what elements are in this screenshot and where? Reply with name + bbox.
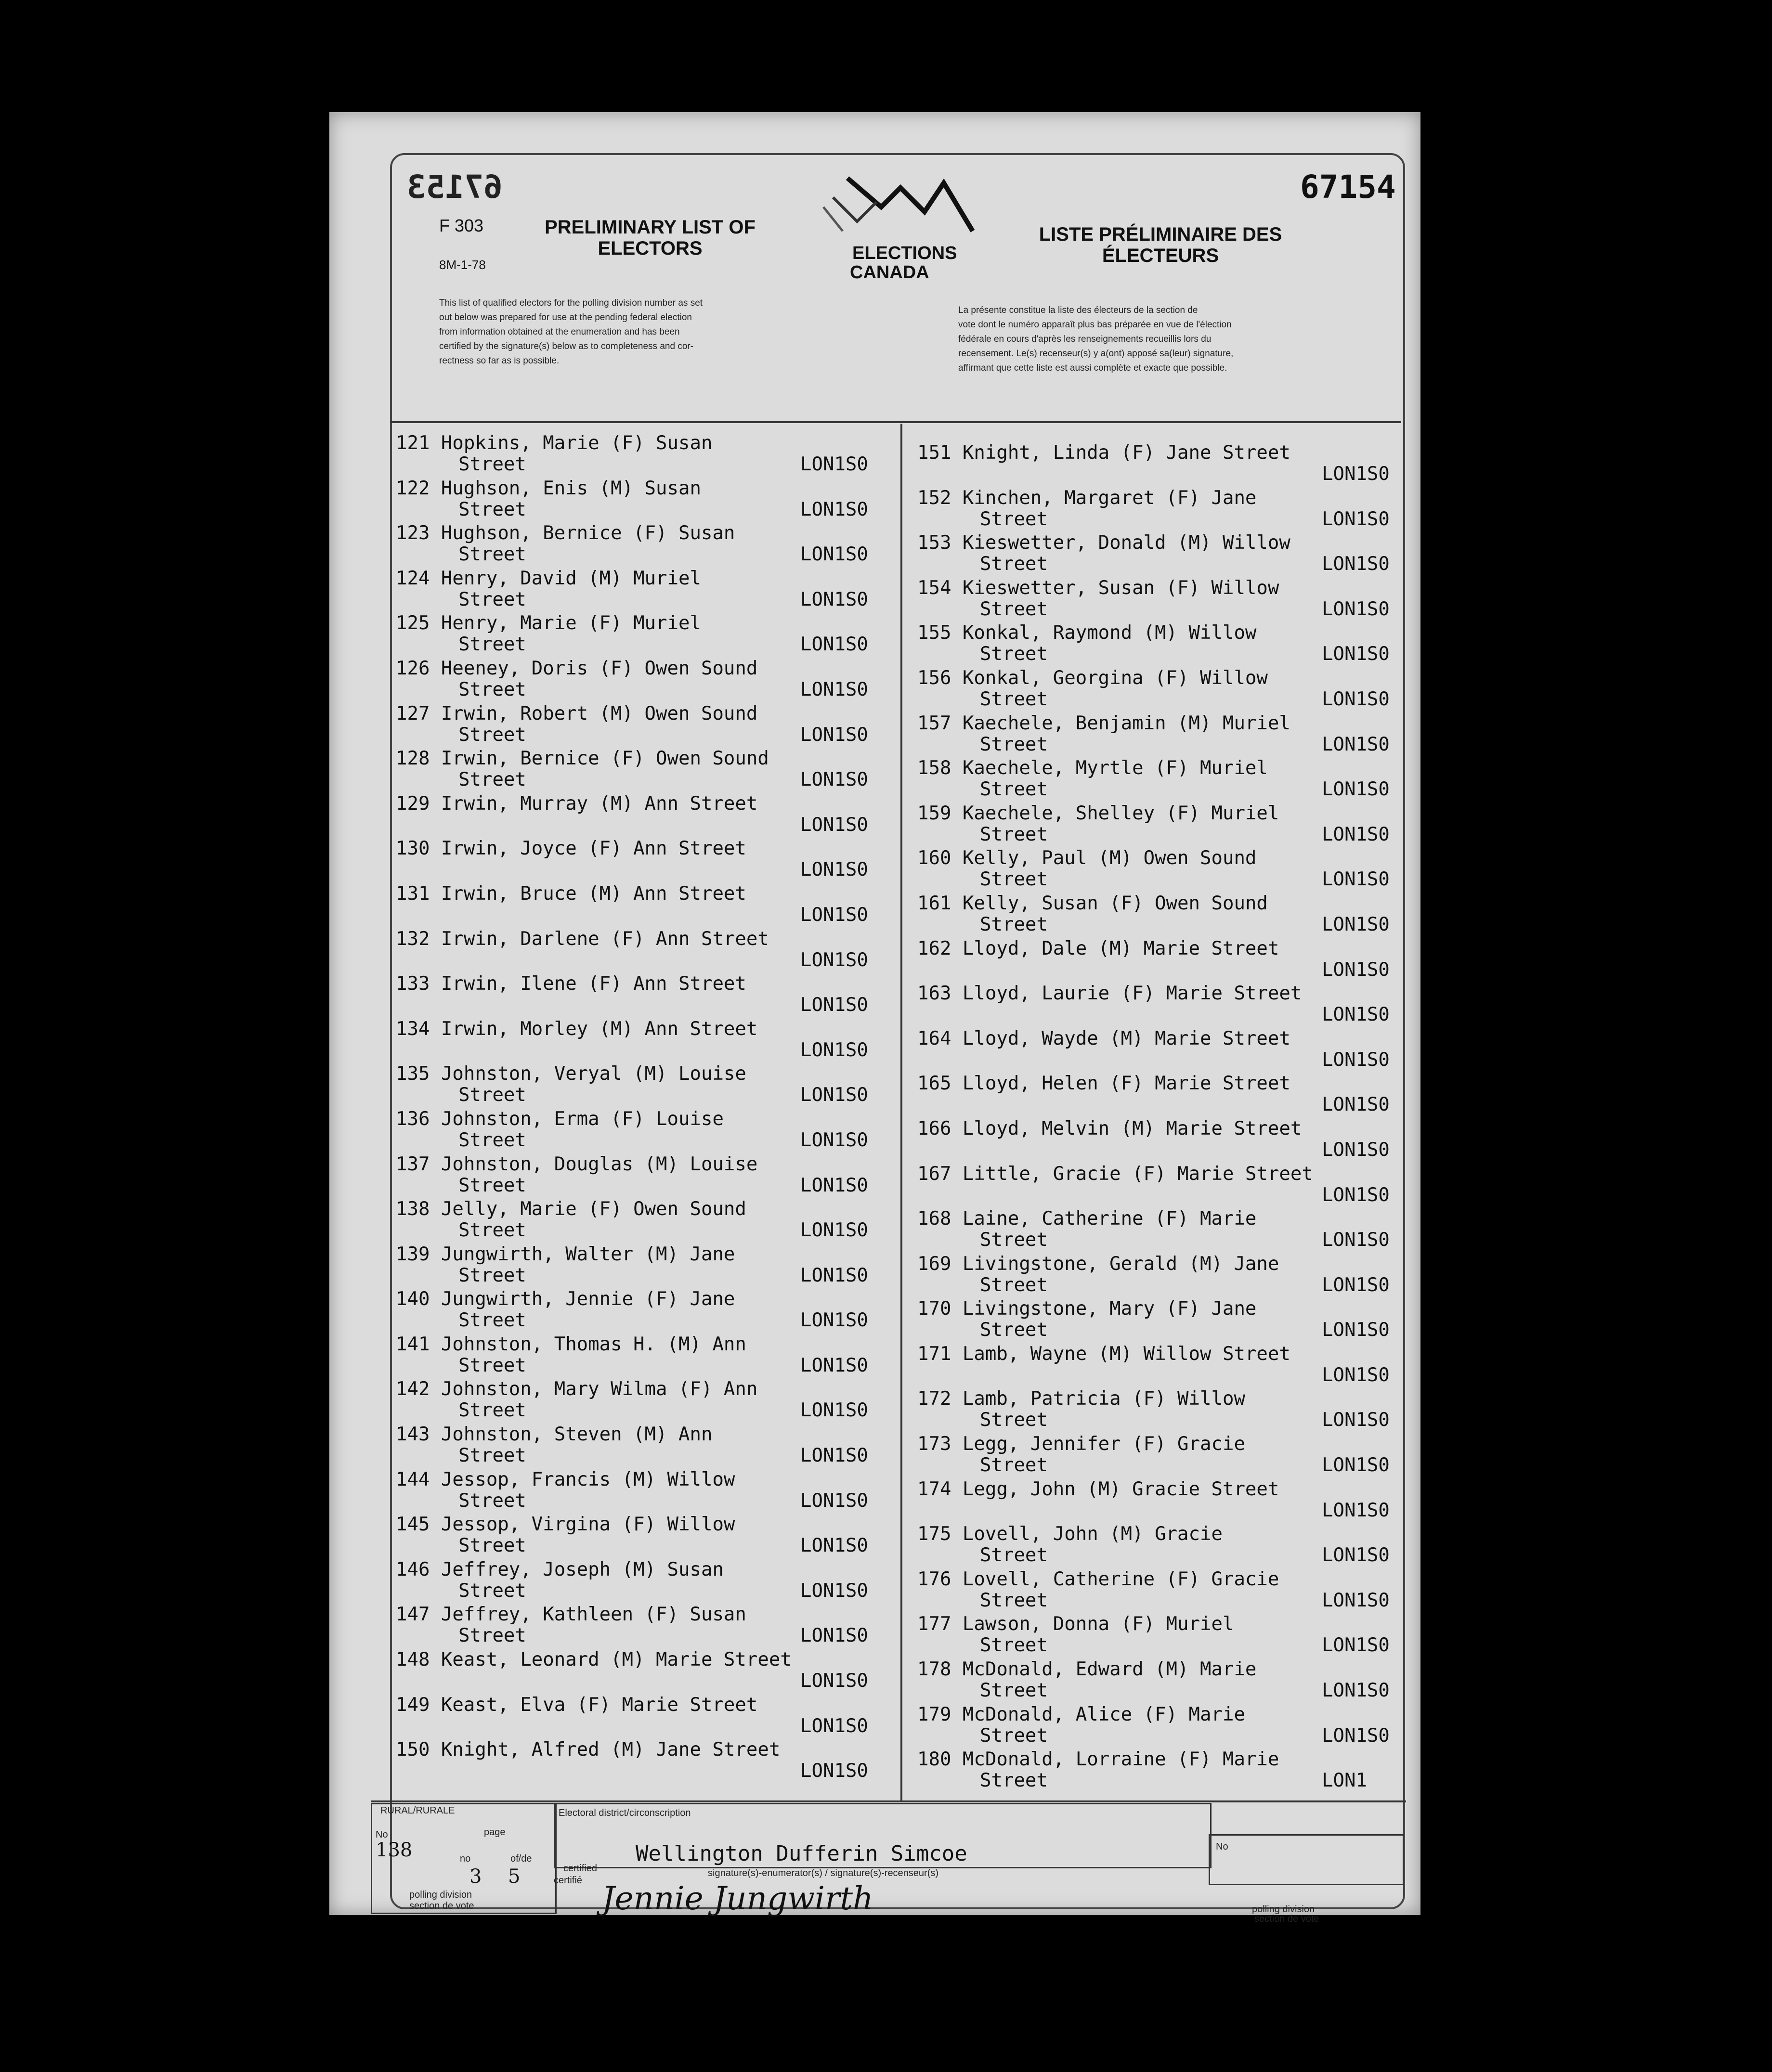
- elector-name-line: 122 Hughson, Enis (M) Susan: [396, 477, 701, 499]
- elector-name-line: 169 Livingstone, Gerald (M) Jane: [917, 1253, 1279, 1275]
- logo-canada-text: CANADA: [850, 262, 929, 283]
- postal-code: LON1S0: [800, 544, 868, 566]
- polling-number: 138: [376, 1839, 413, 1861]
- title-english: [534, 217, 766, 259]
- elector-address-line: Street: [458, 1129, 526, 1151]
- elector-address-line: Street: [458, 1354, 526, 1376]
- elector-name-line: 141 Johnston, Thomas H. (M) Ann: [396, 1333, 746, 1355]
- elector-name-line: 161 Kelly, Susan (F) Owen Sound: [917, 892, 1268, 914]
- elector-address-line: Street: [980, 688, 1048, 710]
- elector-address-line: Street: [980, 778, 1048, 801]
- elector-name-line: 145 Jessop, Virgina (F) Willow: [396, 1514, 735, 1536]
- elector-entry: [396, 1018, 897, 1063]
- postal-code: LON1S0: [1322, 958, 1390, 981]
- elector-name-line: 139 Jungwirth, Walter (M) Jane: [396, 1243, 735, 1265]
- postal-code: LON1S0: [1322, 778, 1390, 801]
- elector-address-line: Street: [458, 1445, 526, 1467]
- elector-name-line: 132 Irwin, Darlene (F) Ann Street: [396, 928, 769, 950]
- elector-name-line: 157 Kaechele, Benjamin (M) Muriel: [917, 712, 1290, 734]
- certified-label: certified: [563, 1863, 598, 1874]
- elector-name-line: 136 Johnston, Erma (F) Louise: [396, 1108, 724, 1130]
- elector-name-line: 180 McDonald, Lorraine (F) Marie: [917, 1748, 1279, 1771]
- elector-name-line: 127 Irwin, Robert (M) Owen Sound: [396, 702, 758, 725]
- elector-address-line: Street: [458, 453, 526, 475]
- elector-name-line: 167 Little, Gracie (F) Marie Street: [917, 1163, 1313, 1185]
- elector-address-line: Street: [458, 1084, 526, 1106]
- column-divider: [900, 424, 902, 1800]
- elector-entry: [917, 532, 1399, 577]
- postal-code: LON1S0: [1322, 1004, 1390, 1026]
- elector-name-line: 128 Irwin, Bernice (F) Owen Sound: [396, 748, 769, 770]
- elector-entry: [396, 1739, 897, 1784]
- elector-name-line: 137 Johnston, Douglas (M) Louise: [396, 1153, 758, 1175]
- right-polling-box: [1209, 1834, 1404, 1885]
- intro-english-line: from information obtained at the enumeration and has been: [439, 327, 680, 337]
- elector-name-line: 133 Irwin, Ilene (F) Ann Street: [396, 973, 746, 995]
- postal-code: LON1S0: [1322, 1454, 1390, 1476]
- elector-name-line: 160 Kelly, Paul (M) Owen Sound: [917, 847, 1257, 869]
- form-code: F 303: [439, 216, 484, 235]
- elector-entry: [917, 1388, 1399, 1433]
- elector-name-line: 143 Johnston, Steven (M) Ann: [396, 1424, 713, 1446]
- elector-name-line: 154 Kieswetter, Susan (F) Willow: [917, 577, 1279, 599]
- elector-entry: [396, 1108, 897, 1153]
- elector-entry: [917, 442, 1399, 487]
- elector-entry: [917, 1028, 1399, 1073]
- elector-name-line: 121 Hopkins, Marie (F) Susan: [396, 432, 713, 454]
- elector-entry: [396, 1424, 897, 1469]
- elector-address-line: Street: [980, 1274, 1048, 1296]
- right-no-label: No: [1216, 1841, 1228, 1852]
- elector-address-line: Street: [980, 1544, 1048, 1567]
- title-french-line1: LISTE PRÉLIMINAIRE DES: [1039, 224, 1282, 245]
- elector-address-line: Street: [980, 1319, 1048, 1341]
- elector-entry: [396, 1063, 897, 1108]
- elector-entry: [396, 1559, 897, 1604]
- elector-name-line: 179 McDonald, Alice (F) Marie: [917, 1703, 1245, 1725]
- elector-name-line: 172 Lamb, Patricia (F) Willow: [917, 1388, 1245, 1410]
- elector-entry: [917, 1704, 1399, 1749]
- elector-name-line: 151 Knight, Linda (F) Jane Street: [917, 442, 1290, 464]
- elector-entry: [396, 1378, 897, 1424]
- postal-code: LON1S0: [800, 1670, 868, 1692]
- polling-division-label: polling division: [409, 1890, 472, 1900]
- elector-name-line: 126 Heeney, Doris (F) Owen Sound: [396, 657, 758, 679]
- elector-address-line: Street: [980, 733, 1048, 755]
- postal-code: LON1S0: [800, 1264, 868, 1286]
- elector-entry: [396, 928, 897, 973]
- postal-code: LON1S0: [1322, 1589, 1390, 1611]
- postal-code: LON1S0: [800, 769, 868, 791]
- elector-name-line: 130 Irwin, Joyce (F) Ann Street: [396, 838, 746, 860]
- postal-code: LON1S0: [800, 634, 868, 656]
- elector-entry: [396, 1469, 897, 1514]
- elector-address-line: Street: [980, 1724, 1048, 1747]
- enumerator-signature: Jennie Jungwirth: [602, 1880, 873, 1917]
- postal-code: LON1S0: [800, 1129, 868, 1151]
- electoral-district-label: Electoral district/circonscription: [559, 1808, 691, 1818]
- postal-code: LON1S0: [1322, 1680, 1390, 1702]
- elector-name-line: 165 Lloyd, Helen (F) Marie Street: [917, 1073, 1290, 1095]
- elector-entry: [917, 1073, 1399, 1118]
- postal-code: LON1S0: [800, 1399, 868, 1422]
- postal-code: LON1S0: [1322, 868, 1390, 891]
- elector-name-line: 131 Irwin, Bruce (M) Ann Street: [396, 882, 746, 905]
- elector-entry: [396, 1153, 897, 1199]
- postal-code: LON1S0: [800, 814, 868, 836]
- elector-entry: [917, 938, 1399, 983]
- elector-address-line: Street: [458, 769, 526, 791]
- elector-name-line: 138 Jelly, Marie (F) Owen Sound: [396, 1198, 746, 1220]
- elector-entry: [917, 1118, 1399, 1163]
- elector-name-line: 153 Kieswetter, Donald (M) Willow: [917, 532, 1290, 554]
- postal-code: LON1S0: [1322, 1139, 1390, 1161]
- elector-entry: [917, 1343, 1399, 1388]
- elector-name-line: 123 Hughson, Bernice (F) Susan: [396, 522, 735, 544]
- list-top-rule: [390, 421, 1401, 423]
- postal-code: LON1S0: [800, 1580, 868, 1602]
- page-number: 3: [469, 1865, 482, 1888]
- postal-code: LON1S0: [800, 1309, 868, 1332]
- postal-code: LON1S0: [1322, 1364, 1390, 1386]
- elector-address-line: Street: [458, 1625, 526, 1647]
- elector-entry: [396, 883, 897, 928]
- elector-entry: [917, 622, 1399, 667]
- elector-entry: [917, 577, 1399, 622]
- elector-address-line: Street: [980, 1680, 1048, 1702]
- postal-code: LON1S0: [800, 1354, 868, 1376]
- elector-name-line: 158 Kaechele, Myrtle (F) Muriel: [917, 757, 1268, 779]
- elector-address-line: Street: [980, 913, 1048, 935]
- document-number: 67154: [1300, 168, 1396, 206]
- postal-code: LON1S0: [800, 1535, 868, 1557]
- mirrored-page-number: 67153: [407, 168, 503, 206]
- elector-address-line: Street: [458, 588, 526, 610]
- elector-address-line: Street: [980, 1229, 1048, 1251]
- postal-code: LON1S0: [1322, 1319, 1390, 1341]
- elector-entry: [917, 1568, 1399, 1614]
- title-french-line2: ÉLECTEURS: [1102, 245, 1219, 266]
- elector-entry: [396, 1604, 897, 1649]
- section-de-vote-label: section de vote: [409, 1901, 474, 1911]
- elector-list-right: [917, 442, 1399, 1794]
- elector-address-line: Street: [458, 1580, 526, 1602]
- elector-name-line: 156 Konkal, Georgina (F) Willow: [917, 667, 1268, 689]
- elector-name-line: 175 Lovell, John (M) Gracie: [917, 1523, 1223, 1545]
- elector-address-line: Street: [980, 1770, 1048, 1792]
- elector-entry: [917, 1748, 1399, 1794]
- elector-address-line: Street: [980, 1634, 1048, 1657]
- postal-code: LON1S0: [1322, 643, 1390, 665]
- elections-canada-logo: [814, 173, 982, 284]
- page-total: 5: [508, 1865, 521, 1888]
- elector-name-line: 174 Legg, John (M) Gracie Street: [917, 1478, 1279, 1500]
- elector-name-line: 176 Lovell, Catherine (F) Gracie: [917, 1568, 1279, 1590]
- postal-code: LON1S0: [800, 724, 868, 746]
- postal-code: LON1S0: [1322, 1409, 1390, 1431]
- postal-code: LON1S0: [800, 1445, 868, 1467]
- elector-name-line: 168 Laine, Catherine (F) Marie: [917, 1208, 1257, 1230]
- elector-address-line: Street: [980, 643, 1048, 665]
- intro-french-line: recensement. Le(s) recenseur(s) y a(ont) apposé sa(leur) signature,: [958, 349, 1234, 359]
- rural-label: RURAL/RURALE: [380, 1805, 455, 1816]
- elector-name-line: 177 Lawson, Donna (F) Muriel: [917, 1613, 1234, 1635]
- intro-english-line: This list of qualified electors for the polling division number as set: [439, 298, 703, 308]
- postal-code: LON1S0: [1322, 1229, 1390, 1251]
- postal-code: LON1S0: [1322, 688, 1390, 710]
- intro-french-line: La présente constitue la liste des électeurs de la section de: [958, 305, 1198, 315]
- elector-address-line: Street: [980, 1409, 1048, 1431]
- elector-entry: [396, 568, 897, 613]
- postal-code: LON1S0: [1322, 1274, 1390, 1296]
- elector-address-line: Street: [980, 868, 1048, 891]
- elector-address-line: Street: [458, 634, 526, 656]
- elector-entry: [396, 1694, 897, 1739]
- elector-address-line: Street: [458, 1535, 526, 1557]
- elector-name-line: 159 Kaechele, Shelley (F) Muriel: [917, 802, 1279, 824]
- postal-code: LON1S0: [1322, 1544, 1390, 1567]
- elector-entry: [917, 487, 1399, 532]
- elector-name-line: 152 Kinchen, Margaret (F) Jane: [917, 487, 1257, 509]
- intro-english-line: certified by the signature(s) below as to completeness and cor-: [439, 341, 694, 351]
- postal-code: LON1S0: [1322, 913, 1390, 935]
- postal-code: LON1S0: [800, 949, 868, 971]
- elector-name-line: 173 Legg, Jennifer (F) Gracie: [917, 1433, 1245, 1455]
- elector-name-line: 155 Konkal, Raymond (M) Willow: [917, 622, 1257, 644]
- elector-address-line: Street: [458, 724, 526, 746]
- title-french: [1035, 224, 1286, 266]
- page-no-label: no: [460, 1853, 471, 1864]
- elector-entry: [917, 1523, 1399, 1568]
- postal-code: LON1S0: [1322, 1724, 1390, 1747]
- postal-code: LON1S0: [800, 498, 868, 520]
- footer-rule: [371, 1800, 1406, 1802]
- postal-code: LON1S0: [800, 1174, 868, 1196]
- elector-address-line: Street: [458, 1399, 526, 1422]
- elector-entry: [396, 1649, 897, 1694]
- postal-code: LON1S0: [1322, 823, 1390, 845]
- intro-french: [958, 303, 1382, 376]
- elector-address-line: Street: [458, 1264, 526, 1286]
- right-section-label: section de vote: [1254, 1914, 1319, 1924]
- electoral-district-name: Wellington Dufferin Simcoe: [636, 1841, 967, 1866]
- elector-address-line: Street: [980, 1454, 1048, 1476]
- elector-entry: [396, 612, 897, 658]
- elector-entry: [917, 1163, 1399, 1208]
- elector-name-line: 144 Jessop, Francis (M) Willow: [396, 1468, 735, 1490]
- page-label: page: [484, 1827, 506, 1838]
- postal-code: LON1S0: [800, 994, 868, 1016]
- postal-code: LON1S0: [800, 678, 868, 700]
- elector-entry: [396, 973, 897, 1018]
- right-polling-division-label: polling division: [1252, 1904, 1315, 1915]
- intro-english: [439, 296, 863, 368]
- elector-entry: [396, 432, 897, 478]
- elector-name-line: 147 Jeffrey, Kathleen (F) Susan: [396, 1604, 746, 1626]
- elector-address-line: Street: [458, 678, 526, 700]
- elector-entry: [917, 1433, 1399, 1478]
- elector-entry: [396, 1514, 897, 1559]
- elector-name-line: 125 Henry, Marie (F) Muriel: [396, 612, 701, 635]
- form-date: 8M-1-78: [439, 258, 486, 272]
- postal-code: LON1S0: [1322, 1184, 1390, 1206]
- elector-entry: [396, 748, 897, 793]
- postal-code: LON1S0: [800, 1219, 868, 1242]
- intro-french-line: vote dont le numéro apparaît plus bas préparée en vue de l'élection: [958, 320, 1232, 330]
- elector-entry: [396, 478, 897, 523]
- elector-address-line: Street: [458, 1219, 526, 1242]
- elector-name-line: 142 Johnston, Mary Wilma (F) Ann: [396, 1378, 758, 1400]
- postal-code: LON1S0: [800, 1084, 868, 1106]
- elector-name-line: 164 Lloyd, Wayde (M) Marie Street: [917, 1027, 1290, 1049]
- elector-name-line: 135 Johnston, Veryal (M) Louise: [396, 1063, 746, 1085]
- intro-english-line: out below was prepared for use at the pending federal election: [439, 312, 692, 323]
- elector-list-left: [396, 432, 897, 1784]
- postal-code: LON1S0: [800, 1489, 868, 1512]
- elector-address-line: Street: [980, 508, 1048, 530]
- postal-code: LON1S0: [1322, 733, 1390, 755]
- elector-entry: [396, 522, 897, 568]
- postal-code: LON1: [1322, 1770, 1367, 1792]
- elector-name-line: 170 Livingstone, Mary (F) Jane: [917, 1298, 1257, 1320]
- postal-code: LON1S0: [800, 1760, 868, 1782]
- elector-address-line: Street: [458, 1489, 526, 1512]
- elector-entry: [917, 893, 1399, 938]
- elector-entry: [396, 1198, 897, 1243]
- elector-entry: [396, 658, 897, 703]
- elector-name-line: 166 Lloyd, Melvin (M) Marie Street: [917, 1117, 1302, 1140]
- elector-entry: [917, 803, 1399, 848]
- elector-address-line: Street: [980, 823, 1048, 845]
- signature-label: signature(s)-enumerator(s) / signature(s)-recenseur(s): [708, 1868, 939, 1878]
- postal-code: LON1S0: [1322, 463, 1390, 485]
- of-label: of/de: [510, 1853, 532, 1864]
- elector-entry: [917, 757, 1399, 803]
- no-label: No: [376, 1829, 388, 1840]
- elector-entry: [917, 1478, 1399, 1524]
- postal-code: LON1S0: [800, 588, 868, 610]
- postal-code: LON1S0: [1322, 553, 1390, 575]
- elector-name-line: 140 Jungwirth, Jennie (F) Jane: [396, 1288, 735, 1310]
- postal-code: LON1S0: [1322, 598, 1390, 620]
- intro-french-line: affirmant que cette liste est aussi complète et exacte que possible.: [958, 363, 1227, 373]
- elector-entry: [396, 1334, 897, 1379]
- elector-entry: [396, 793, 897, 838]
- postal-code: LON1S0: [1322, 508, 1390, 530]
- elector-name-line: 148 Keast, Leonard (M) Marie Street: [396, 1649, 792, 1671]
- postal-code: LON1S0: [800, 453, 868, 475]
- elector-name-line: 124 Henry, David (M) Muriel: [396, 567, 701, 589]
- postal-code: LON1S0: [800, 1625, 868, 1647]
- elector-address-line: Street: [458, 544, 526, 566]
- elector-name-line: 162 Lloyd, Dale (M) Marie Street: [917, 937, 1279, 959]
- elector-entry: [917, 1298, 1399, 1343]
- elector-entry: [917, 712, 1399, 758]
- postal-code: LON1S0: [800, 904, 868, 926]
- elector-name-line: 150 Knight, Alfred (M) Jane Street: [396, 1739, 781, 1761]
- postal-code: LON1S0: [1322, 1499, 1390, 1521]
- elector-entry: [396, 1288, 897, 1334]
- elector-entry: [917, 667, 1399, 712]
- postal-code: LON1S0: [1322, 1049, 1390, 1071]
- elector-entry: [917, 1613, 1399, 1658]
- elector-entry: [917, 1208, 1399, 1253]
- elector-name-line: 129 Irwin, Murray (M) Ann Street: [396, 792, 758, 815]
- postal-code: LON1S0: [1322, 1094, 1390, 1116]
- elector-name-line: 134 Irwin, Morley (M) Ann Street: [396, 1018, 758, 1040]
- elector-name-line: 163 Lloyd, Laurie (F) Marie Street: [917, 983, 1302, 1005]
- intro-french-line: fédérale en cours d'après les renseignements recueillis lors du: [958, 334, 1212, 344]
- elector-entry: [396, 838, 897, 883]
- title-english-line2: ELECTORS: [598, 238, 703, 259]
- elector-address-line: Street: [980, 553, 1048, 575]
- postal-code: LON1S0: [800, 859, 868, 881]
- elector-entry: [396, 703, 897, 748]
- elector-entry: [396, 1243, 897, 1289]
- elector-address-line: Street: [980, 1589, 1048, 1611]
- elector-address-line: Street: [458, 498, 526, 520]
- intro-english-line: rectness so far as is possible.: [439, 356, 560, 366]
- elector-name-line: 178 McDonald, Edward (M) Marie: [917, 1658, 1257, 1681]
- logo-elections-text: ELECTIONS: [852, 243, 957, 263]
- postal-code: LON1S0: [800, 1039, 868, 1061]
- postal-code: LON1S0: [800, 1715, 868, 1737]
- title-english-line1: PRELIMINARY LIST OF: [545, 217, 756, 238]
- postal-code: LON1S0: [1322, 1634, 1390, 1657]
- elector-name-line: 146 Jeffrey, Joseph (M) Susan: [396, 1558, 724, 1580]
- elector-entry: [917, 983, 1399, 1028]
- elector-name-line: 171 Lamb, Wayne (M) Willow Street: [917, 1343, 1290, 1365]
- certifie-label: certifié: [554, 1875, 582, 1886]
- elector-address-line: Street: [458, 1174, 526, 1196]
- elector-entry: [917, 847, 1399, 893]
- elector-address-line: Street: [980, 598, 1048, 620]
- elector-name-line: 149 Keast, Elva (F) Marie Street: [396, 1694, 758, 1716]
- elector-address-line: Street: [458, 1309, 526, 1332]
- elector-entry: [917, 1253, 1399, 1298]
- elector-entry: [917, 1658, 1399, 1704]
